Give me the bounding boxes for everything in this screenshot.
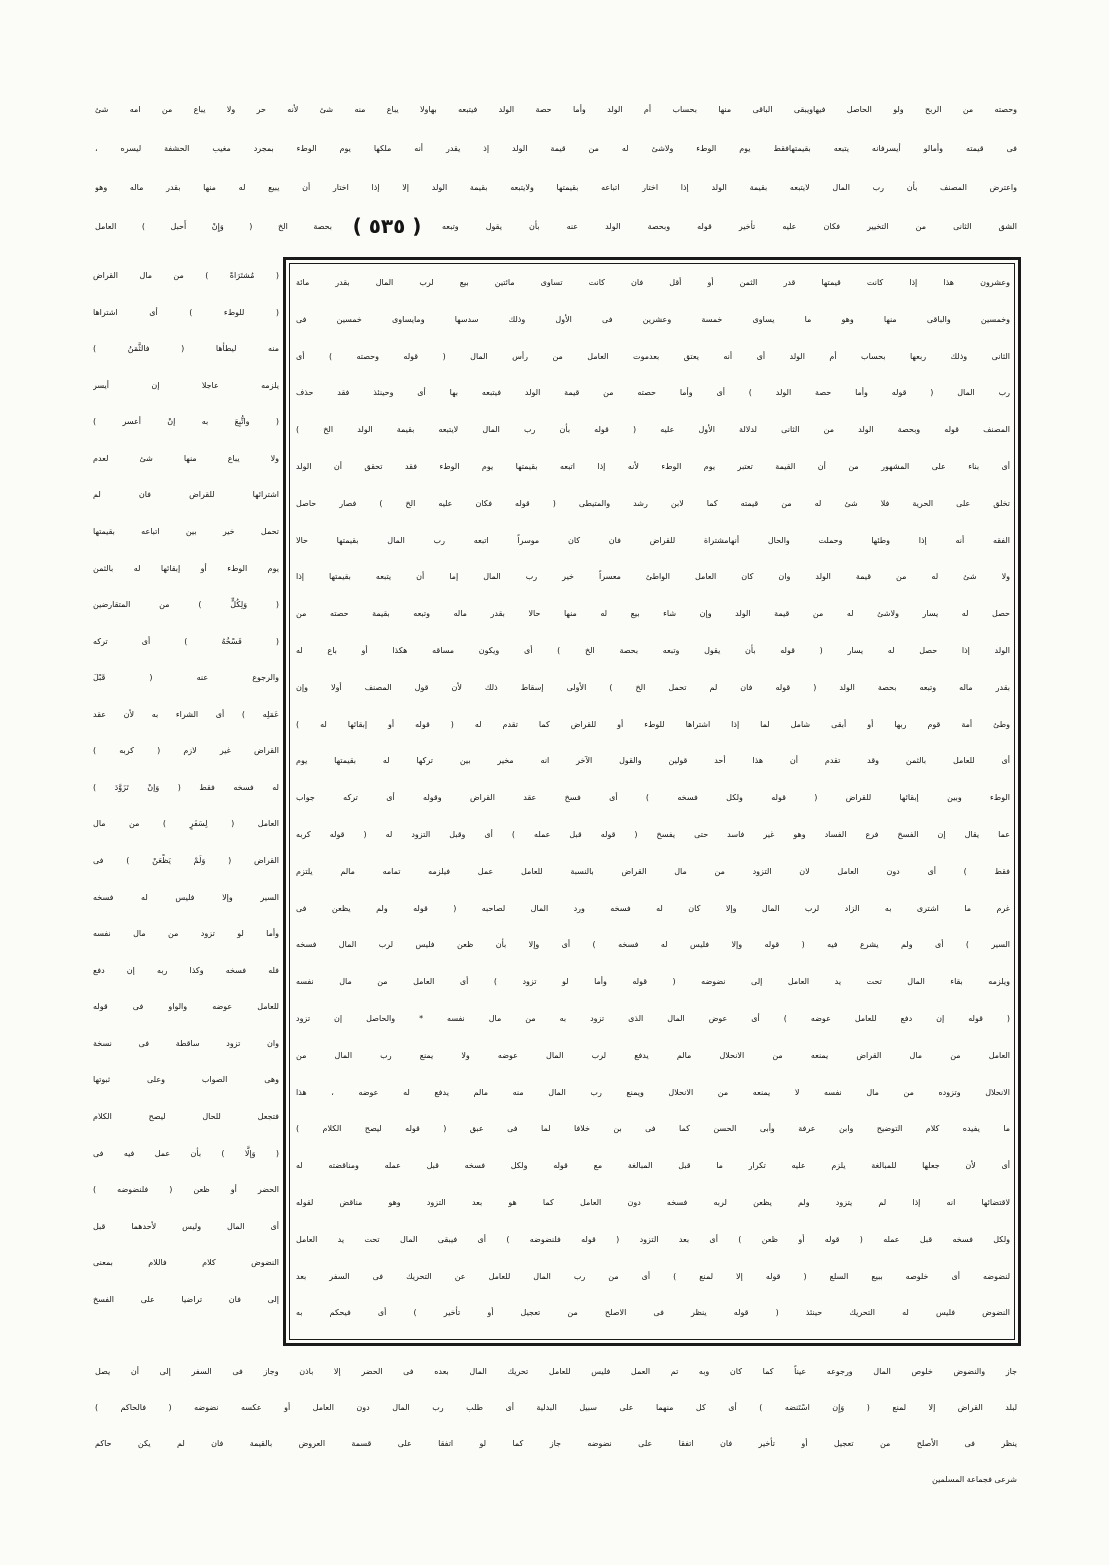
commentary-line: رب المال ( قوله وأما حصة الولد ) أى وأما حصته من قيمة الولد فيتبعه بها أى وحينئذ فقد حذف — [296, 388, 1010, 398]
page-text-line: وحصته من الربح ولو الحاصل فيهاويبقى الباقى منها بحساب أم الولد وأما حصة الولد فيتبعه بهاولا يباع منه شئ لأنه حر ولا يباع من امه شئ — [95, 105, 1017, 114]
commentary-line: ( قوله إن دفع للعامل عوضه ) أى عوض المال الذى تزود به من مال نفسه * والحاصل إن تزود — [296, 1013, 1010, 1023]
commentary-line: حصل له يسار ولاشئ له من قيمة الولد وإن شاء بيع له منها حالا بقدر ماله وتبعه بقيمة حصته من — [296, 609, 1010, 619]
margin-line: أى المال وليس لأحدهما قبل — [93, 1221, 279, 1231]
margin-line: السير وإلا فليس له فسخه — [93, 892, 279, 902]
page-top-text — [95, 90, 1017, 246]
margin-line: منه ليطأها ( فالثَّمَنُ ) — [93, 344, 279, 354]
margin-line: فله فسخه وكذا ربه إن دفع — [93, 965, 279, 975]
commentary-line: أى بناء على المشهور من أن القيمة تعتبر يوم الوطء لأنه إذا اتبعه بقيمتها يوم الوطء فقد تحقق أن الولد — [296, 461, 1010, 471]
commentary-line: فقط ) أى دون العامل لان التزود من مال القراض بالنسبة للعامل عمل فيلزمه تمامه مالم يلتزم — [296, 866, 1010, 876]
page-number: ( ٥٣٥ ) — [352, 214, 422, 238]
commentary-line: تخلق على الحرية فلا شئ له من قيمته كما لابن رشد والمتيطى ( قوله فكان عليه الخ ) فصار حاصل — [296, 498, 1010, 508]
commentary-line: الانحلال وتزوده من مال نفسه لا يمنعه من الانحلال ويمنع رب المال منه مالم يدفع له عوضه ، هذا — [296, 1087, 1010, 1097]
margin-line: ( وَإلَّا ) بأن عمل فيه فى — [93, 1148, 279, 1158]
footer-line: لبلد القراض إلا لمنع ( وَإِن اسْتَنضه ) أى كل منهما على سبيل البدلية أى طلب رب المال دون العامل أو عكسه نضوضه ( فالحاكم ) — [95, 1403, 1017, 1412]
margin-line: وان تزود ساقطة فى نسخة — [93, 1038, 279, 1048]
commentary-line: ولكل فسخه قبل عمله ( قوله أو ظعن ) أى بعد التزود ( قوله فلنضوضه ) أى فيبقى المال تحت يد العامل — [296, 1234, 1010, 1244]
commentary-line: الولد إذا حصل له يسار ( قوله بأن يقول وتبعه بحصة الخ ) أى ويكون مساقه هكذا أو باع له — [296, 645, 1010, 655]
margin-line: إلى فان تراضيا على الفسخ — [93, 1294, 279, 1304]
margin-line: اشترائها للقراض فان لم — [93, 490, 279, 500]
commentary-line: الوطء وبين إبقائها للقراض ( قوله ولكل فسخه ) أى فسخ عقد القراض وقوله أى تركه جواب — [296, 793, 1010, 803]
margin-line: القراض ( وَلَمْ يَظْعَنْ ) فى — [93, 856, 279, 865]
commentary-line: لنضوضه أى خلوصه ببيع السلع ( قوله إلا لمنع ) أى من رب المال للعامل عن التحريك فى السفر بعد — [296, 1271, 1010, 1281]
margin-line: ( للوطء ) أى اشتراها — [93, 307, 279, 317]
commentary-line: وخمسين والباقى منها وهو ما يساوى خمسة وعشرين فى الأول وذلك سدسها ومايساوى خمسين فى — [296, 314, 1010, 324]
margin-line: ( وَلِكُلٍّ ) من المتقارضين — [93, 600, 279, 610]
margin-line: وهى الصواب وعلى ثبوتها — [93, 1075, 279, 1085]
commentary-line: ما يفيده كلام التوضيح وابن عرفة وأبى الحسن كما فى بن خلافا لما فى عبق ( قوله ليصح الكلام ) — [296, 1124, 1010, 1134]
margin-line: القراض غير لازم ( كربه ) — [93, 746, 279, 756]
margin-line: الحضر أو ظعن ( فلنضوضه ) — [93, 1185, 279, 1195]
commentary-line: أى لأن جعلها للمبالغة يلزم عليه تكرار ما قبل المبالغة مع قوله ولكل فسخه قبل عمله ومناقضته له — [296, 1161, 1010, 1171]
margin-line: ( فَسْخُهُ ) أى تركه — [93, 636, 279, 646]
margin-line: ولا يباع منها شئ لعدم — [93, 453, 279, 463]
margin-line: ( واتُّبِعَ به إنْ أعسر ) — [93, 417, 279, 427]
margin-line: والرجوع عنه ( قَبْلَ — [93, 673, 279, 683]
commentary-line: أى للعامل بالثمن وقد تقدم أن هذا أحد قولين والقول الآخر انه مخير بين تركها له بقيمتها يوم — [296, 756, 1010, 766]
margin-line: فتجعل للحال ليصح الكلام — [93, 1111, 279, 1121]
commentary-line: وطئ أمة قوم ربها أو أبقى شامل لما إذا اشتراها للوطء أو للقراض كما تقدم له ( قوله أو إبقائها له ) — [296, 719, 1010, 729]
margin-line: وأما لو تزود من مال نفسه — [93, 929, 279, 939]
footer-line: شرعى فجماعة المسلمين — [932, 1475, 1017, 1484]
commentary-line: وعشرون هذا إذا كانت قيمتها قدر الثمن أو أقل فان كانت تساوى مائتين بيع لرب المال بقدر مائة — [296, 278, 1010, 287]
commentary-line: لاقتضائها انه إذا لم يتزود ولم يظعن لربه فسخه دون العامل كما هو بعد التزود وهو مناقض لقوله — [296, 1197, 1010, 1207]
margin-line: يوم الوطء أو إبقائها له بالثمن — [93, 563, 279, 573]
commentary-text — [296, 265, 1010, 1332]
margin-line: النضوض كلام فاللام بمعنى — [93, 1258, 279, 1268]
margin-line: ( مُشتَرَاةً ) من مال القراض — [93, 271, 279, 280]
commentary-line: المصنف قوله وبحصة الولد من الثانى لدلالة الأول عليه ( قوله بأن رب المال لايتبعه بقيمة الولد الخ ) — [296, 425, 1010, 435]
commentary-line: النضوض فليس له التحريك حينئذ ( قوله ينظر فى الاصلح من تعجيل أو تأخير ) أى فيحكم به — [296, 1308, 1010, 1318]
margin-column — [93, 258, 279, 1318]
page-text-line: واعترض المصنف بأن رب المال لايتبعه بقيمة الولد إذا اختار اتباعه بقيمتها ولايتبعه بقيمة الولد إلا إذا اختار أن يبيع له منها بقدر ماله وهو — [95, 183, 1017, 192]
commentary-line: ولا شئ له من قيمة الولد وان كان العامل الواطئ معسراً خير رب المال إما أن يتبعه بقيمتها إذا — [296, 572, 1010, 582]
page-text-line-with-number — [95, 207, 1017, 246]
commentary-line: ويلزمه بقاء المال تحت يد العامل إلى نضوضه ( قوله وأما لو تزود ) أى العامل من مال نفسه — [296, 977, 1010, 987]
page-text-segment: الشق الثانى من التخيير فكان عليه تأخير قوله وبحصة الولد عنه بأن يقول وتبعه — [442, 222, 1017, 231]
commentary-line: الفقه أنه إذا وطئها وحملت والحال أنهامشتراة للقراض فان كان موسراً اتبعه رب المال بقيمتها حالا — [296, 535, 1010, 545]
commentary-line: بقدر ماله وتبعه بحصة الولد ( قوله فان لم تحمل الخ ) الأولى إسقاط ذلك لأن قول المصنف أولا وإن — [296, 682, 1010, 692]
page-text-segment: بحصة الخ ( وَإِنْ أَحبل ) العامل — [95, 222, 332, 231]
commentary-line: الثانى وذلك ربعها بحساب أم الولد أى أنه يعتق بعدموت العامل من رأس المال ( قوله وحصته ) أى — [296, 351, 1010, 361]
page-text-line: فى قيمته وأمالو أيسرفانه يتبعه بقيمتهافقط يوم الوطء ولاشئ له من قيمة الولد إذ يقدر أنه ملكها يوم الوطء بمجرد مغيب الحشفة ليسره ، — [95, 144, 1017, 153]
commentary-line: السير ) أى ولم يشرع فيه ( قوله وإلا فليس له فسخه ) أى وإلا بأن ظعن فليس لرب المال فسخه — [296, 940, 1010, 950]
page-bottom-text — [95, 1354, 1017, 1498]
margin-line: يلزمه عاجلا إن أيسر — [93, 380, 279, 390]
footer-line: ينظر فى الأصلح من تعجيل أو تأخير فان اتفقا على نضوضه جاز كما لو اتفقا على قسمة العروض بالقيمة فان لم يكن حاكم — [95, 1439, 1017, 1448]
margin-line: له فسخه فقط ( وَإنْ تَزَوَّدَ ) — [93, 782, 279, 792]
margin-line: للعامل عوضه والواو فى قوله — [93, 1002, 279, 1012]
footer-line: جاز والنضوض خلوص المال ورجوعه عيناً كما كان وبه تم العمل فليس للعامل تحريك المال بعده فى الحضر إلا باذن وجاز فى السفر إلى أن يصل — [95, 1367, 1017, 1376]
commentary-line: عما يقال إن الفسخ فرع الفساد وهو غير فاسد حتى يفسخ ( قوله قبل عمله ) أى وقبل التزود له ( قوله كربه — [296, 829, 1010, 839]
margin-line: تحمل خير بين اتباعه بقيمتها — [93, 526, 279, 536]
commentary-line: غرم ما اشترى به الزاد لرب المال وإلا كان له فسخه ورد المال لصاحبه ( قوله ولم يظعن فى — [296, 903, 1010, 913]
commentary-line: العامل من مال القراض يمنعه من الانحلال مالم يدفع لرب المال عوضه ولا يمنع رب المال من — [296, 1050, 1010, 1060]
margin-line: العامل ( لِسَفَرٍ ) من مال — [93, 819, 279, 829]
margin-line: عَمَلِه ) أى الشراء به لأن عقد — [93, 709, 279, 719]
